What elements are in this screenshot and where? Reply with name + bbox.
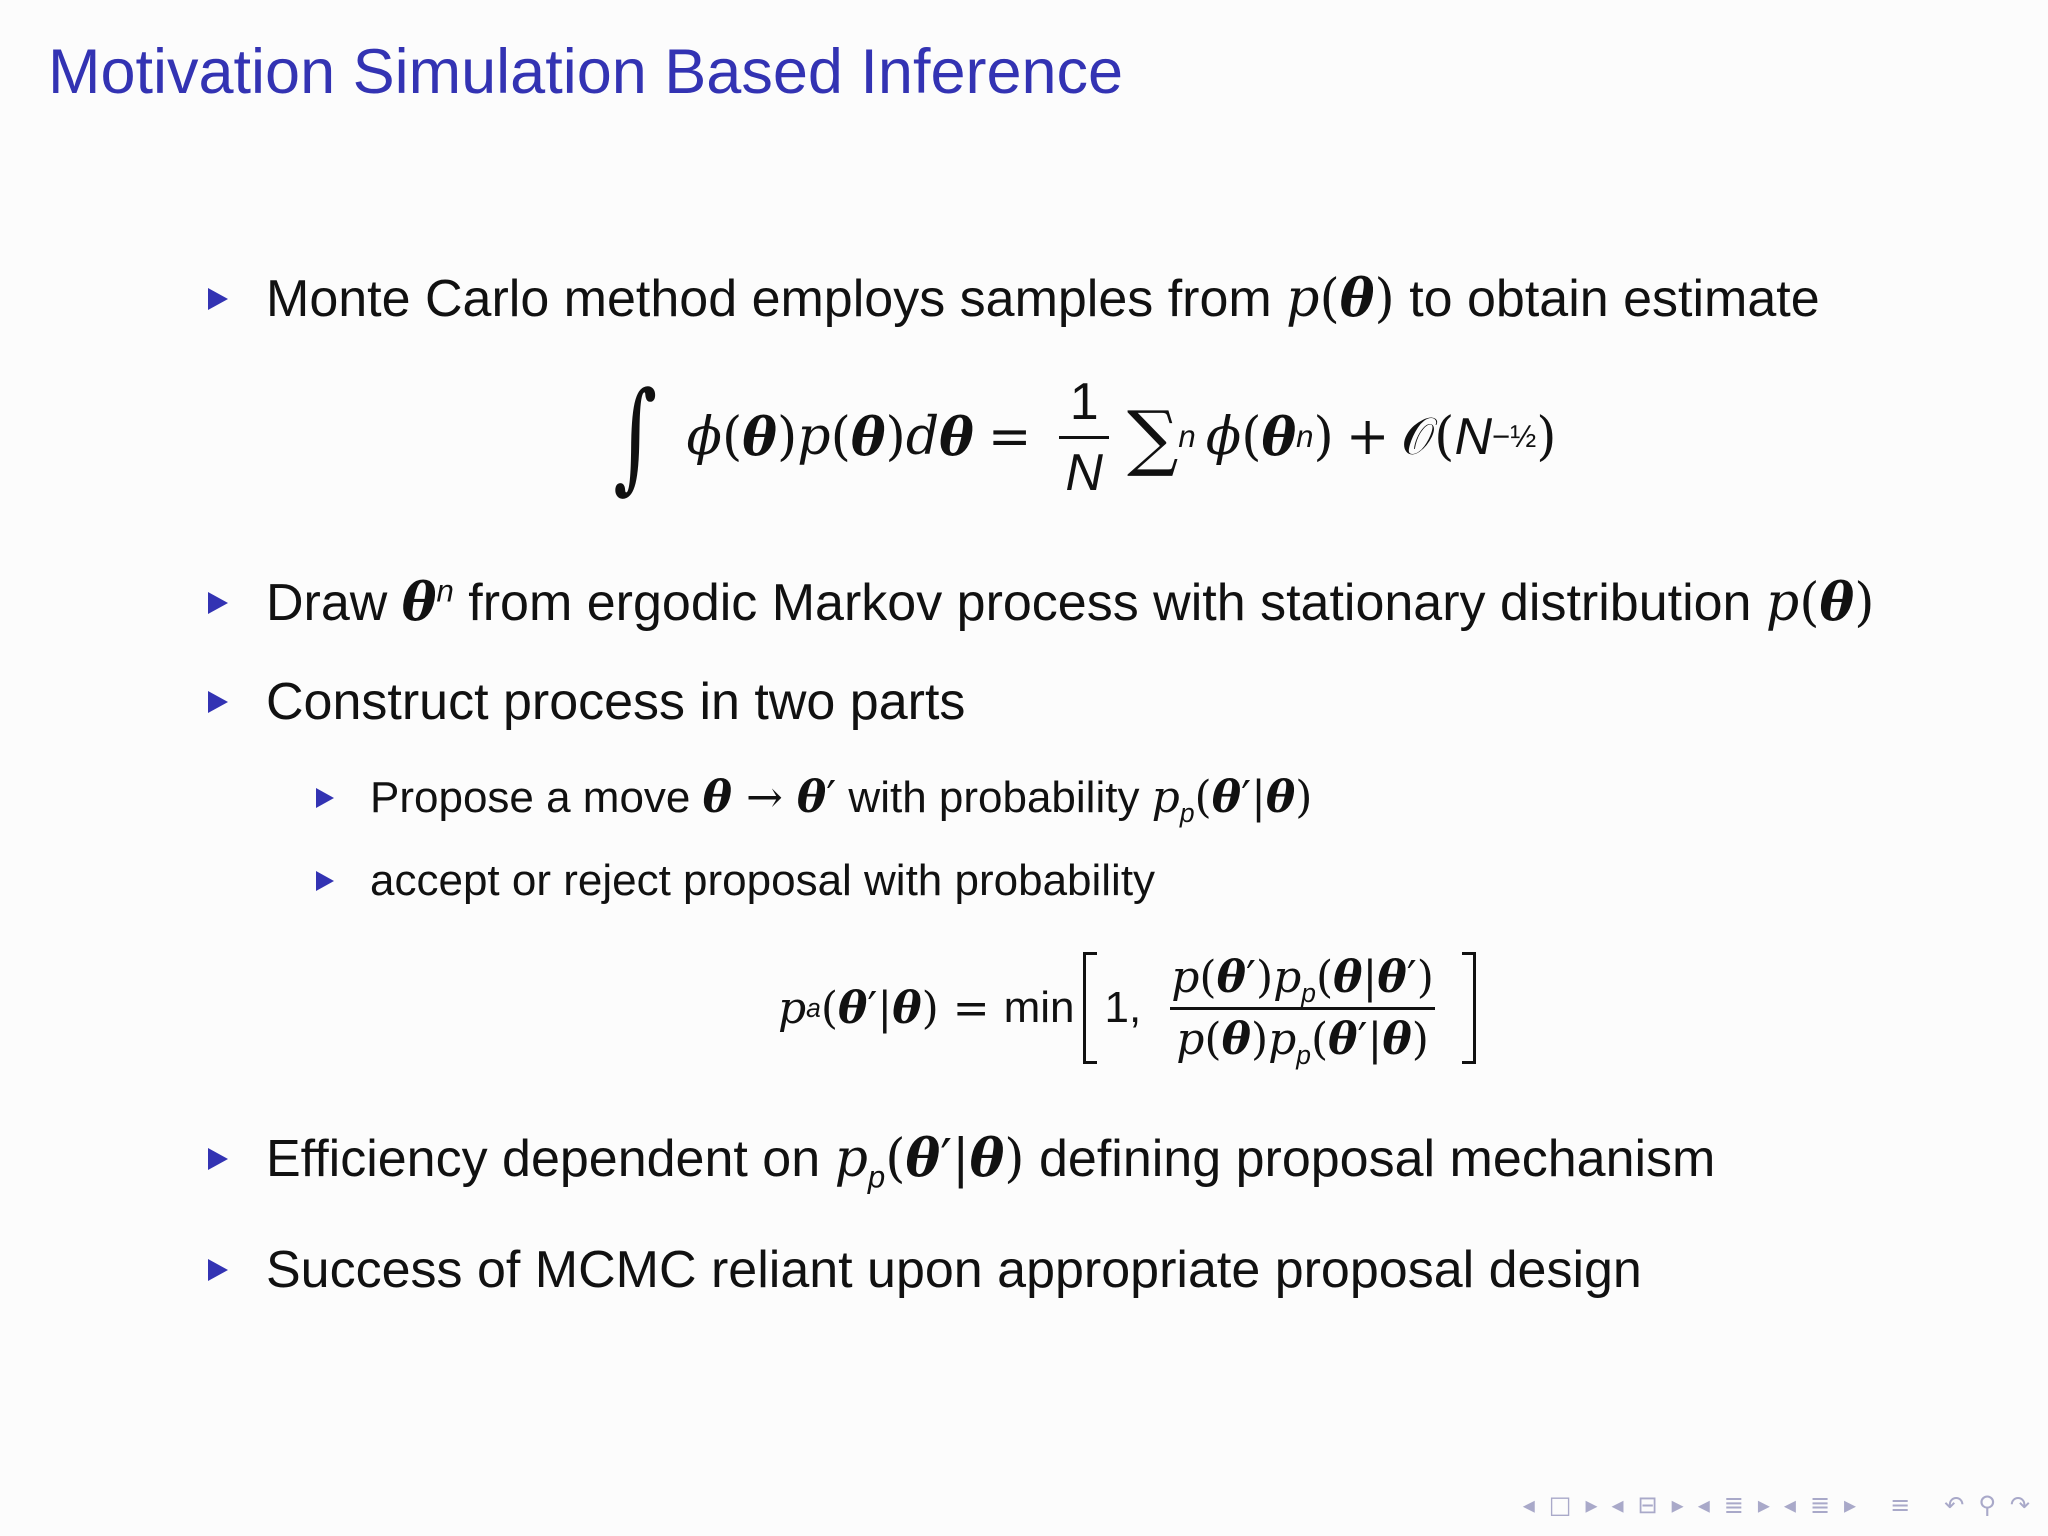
frac-denominator: $p(\theta)p_p(\theta'|\theta)$ [1170,1007,1435,1065]
nav-forward-icon[interactable]: ↷ [2009,1491,2030,1519]
math-arrow: → [731,772,797,823]
math-theta: θ [905,1128,941,1189]
math-subscript-p: p [1296,1039,1311,1070]
integral-sign: ∫ [613,367,658,506]
math-p: p [797,407,831,467]
math-p: p [1273,951,1302,1003]
bullet-triangle-icon [316,788,334,808]
nav-prev-part-icon[interactable]: ◂ [1783,1491,1796,1519]
math-p: p [1176,1013,1205,1065]
bullet-text-pre: Propose a move [370,773,703,822]
bullet-triangle-icon [208,691,228,713]
math-theta: θ [401,572,437,633]
nav-next-subsection-icon[interactable]: ▸ [1671,1491,1684,1519]
bullet-triangle-icon [208,1148,228,1170]
math-one: 1, [1104,983,1142,1032]
math-theta: θ [1211,772,1242,823]
math-theta: θ [1377,951,1407,1003]
bullet-text-mid: from ergodic Markov process with stationary distribution [453,574,1766,632]
bullet-text-pre: Monte Carlo method employs samples from [266,270,1287,328]
math-p: p [1151,772,1180,823]
math-bar: | [952,1129,970,1189]
bullet-text-post: defining proposal mechanism [1024,1130,1716,1188]
math-p: p [1286,269,1320,329]
math-p: p [1765,573,1800,633]
slide-title: Motivation Simulation Based Inference [48,37,1124,107]
right-bracket [1462,952,1476,1064]
math-theta: θ [969,1128,1005,1189]
frac-numerator: 1 [1069,372,1099,431]
nav-next-part-icon[interactable]: ▸ [1844,1491,1857,1519]
left-bracket [1083,952,1097,1064]
math-theta: θ [1819,572,1855,633]
nav-prev-subsection-icon[interactable]: ◂ [1611,1491,1624,1519]
math-theta: θ [1221,1013,1251,1065]
math-phi: ϕ [1205,407,1242,467]
bullet-text: Success of MCMC reliant upon appropriate proposal design [266,1241,1642,1299]
big-o: 𝒪 [1401,406,1435,467]
math-subscript-p: p [1301,977,1316,1008]
math-bar: | [1367,1013,1383,1065]
equation-monte-carlo-estimate: ∫ ϕ ( θ ) p ( θ ) d θ = $\frac{1}{N}$ ∑ n ϕ ( θ n ) + 𝒪 ( N −½ ) [613,367,1557,506]
bullet-mcmc-success [208,1240,1642,1300]
math-prime: ′ [940,1129,953,1189]
nav-section-icon[interactable]: ≣ [1723,1491,1744,1519]
equation-acceptance-probability: p a ( θ ′ | θ ) = min 1, $\frac{p(\theta')p_p(\theta|\theta')}{p(\theta)p_p(\theta'|\theta)}$ [778,946,1484,1070]
math-prime: ′ [867,982,878,1034]
math-theta: θ [742,406,777,468]
nav-part-icon[interactable]: ≣ [1809,1491,1831,1519]
math-prime: ′ [826,772,837,823]
math-p: p [834,1129,868,1189]
nav-subsection-icon[interactable]: ⊟ [1637,1491,1658,1519]
summation-sign: ∑ [1126,395,1179,479]
math-theta: θ [892,982,922,1034]
bullet-efficiency: Efficiency dependent on $p_p(\theta'|\theta)$ defining proposal mechanism [208,1128,1715,1189]
math-theta: θ [1382,1013,1412,1065]
math-N: N [1454,408,1493,466]
nav-back-icon[interactable]: ↶ [1944,1491,1965,1519]
nav-appendix-icon[interactable]: ≡ [1890,1491,1911,1519]
math-theta: θ [1216,951,1246,1003]
bullet-triangle-icon [208,592,228,614]
math-theta: θ [939,406,974,468]
nav-search-icon[interactable]: ⚲ [1978,1491,1996,1519]
math-bar: | [877,982,893,1034]
bullet-triangle-icon [208,288,228,310]
math-theta: θ [1339,268,1375,329]
math-theta: θ [796,772,827,823]
math-prime: ′ [1357,1013,1368,1065]
nav-next-frame-icon[interactable]: ▸ [1585,1491,1598,1519]
bullet-text-mid: with probability [836,773,1152,822]
bullet-text: Construct process in two parts [266,673,966,731]
bullet-text-pre: Draw [266,574,402,632]
nav-frame-icon[interactable]: □ [1548,1491,1572,1519]
nav-next-section-icon[interactable]: ▸ [1757,1491,1770,1519]
math-p: p [1268,1013,1297,1065]
math-phi: ϕ [686,407,722,467]
fraction-acceptance-ratio [1165,951,1440,1070]
math-theta: θ [1333,951,1363,1003]
math-theta: θ [702,772,732,823]
bullet-triangle-icon [316,871,334,891]
math-prime: ′ [1241,772,1252,823]
math-subscript-p: p [1179,797,1195,828]
math-prime: ′ [1406,951,1417,1003]
math-prime: ′ [1245,951,1256,1003]
math-bar: | [1251,772,1266,823]
beamer-navigation-bar [1523,1488,2030,1522]
math-theta: θ [1261,406,1297,468]
math-min: min [1003,983,1075,1032]
fraction-one-over-n [1059,372,1109,503]
bullet-draw-theta: Draw $\theta^n$ from ergodic Markov process with stationary distribution p(θ) [208,572,1874,633]
bullet-text-pre: Efficiency dependent on [266,1130,835,1188]
frac-denominator: N [1059,436,1109,503]
nav-prev-section-icon[interactable]: ◂ [1697,1491,1710,1519]
bullet-construct-process [208,672,965,732]
bullet-triangle-icon [208,1259,228,1281]
math-subscript-p: p [867,1159,886,1195]
bullet-text-post: to obtain estimate [1394,270,1820,328]
math-p: p [1171,951,1200,1003]
math-superscript-n: n [436,573,454,609]
math-theta: θ [838,982,868,1034]
subbullet-propose-move: Propose a move θ → θ′ with probability $p_p(\theta'|\theta)$ [316,772,1312,823]
math-p: p [778,982,807,1034]
bullet-text: accept or reject proposal with probability [370,856,1156,905]
math-theta: θ [850,406,886,468]
frac-numerator: $p(\theta')p_p(\theta|\theta')$ [1171,951,1434,1008]
bullet-monte-carlo: Monte Carlo method employs samples from p(θ) to obtain estimate [208,268,1820,329]
math-bar: | [1362,951,1378,1003]
nav-prev-frame-icon[interactable]: ◂ [1522,1491,1535,1519]
math-theta: θ [1265,772,1296,823]
subbullet-accept-reject [316,856,1155,906]
math-theta: θ [1328,1013,1358,1065]
